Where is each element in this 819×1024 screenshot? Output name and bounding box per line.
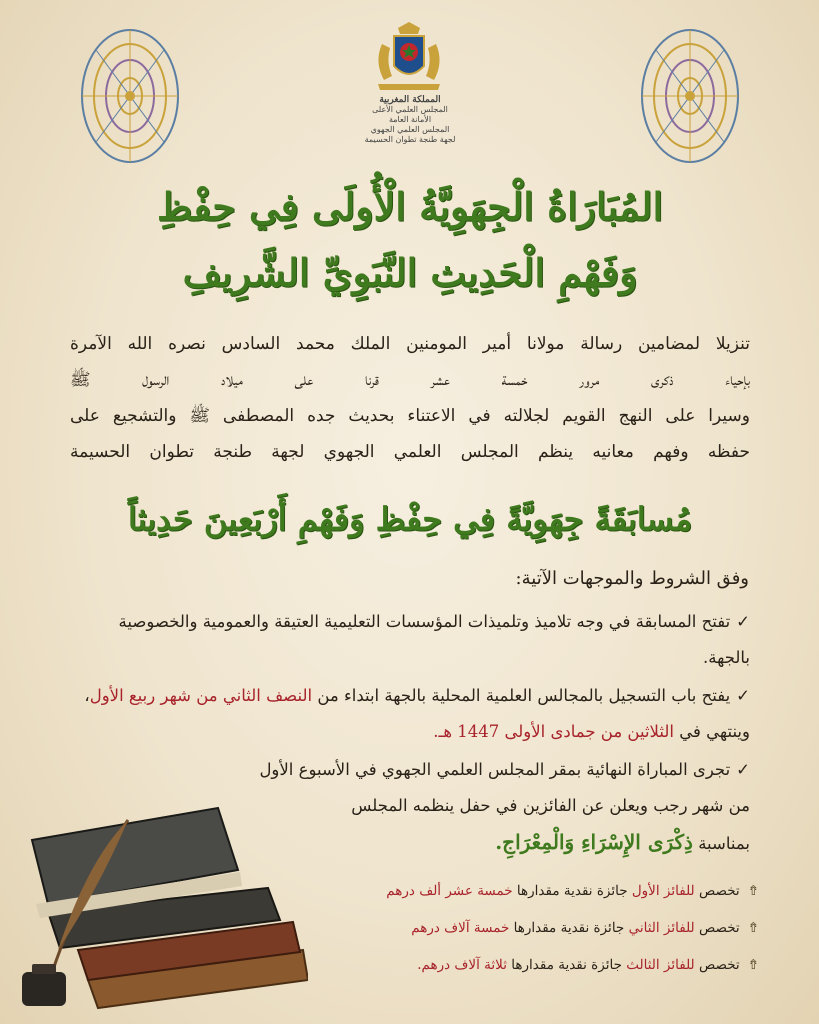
arabesque-ornament-left	[78, 26, 182, 166]
prize-item-1	[386, 883, 759, 899]
checkmark-icon: ✓	[736, 686, 750, 705]
prize-winner: للفائز الأول	[631, 883, 695, 899]
condition-text: يفتح باب التسجيل بالمجالس العلمية المحلية بالجهة ابتداء من	[317, 686, 731, 705]
competition-name: مُسابَقَةً جِهَوِيَّةً فِي حِفْظِ وَفَهْمِ أَرْبَعِينَ حَدِيثاً	[127, 500, 693, 538]
prize-amount: خمسة آلاف درهم	[411, 920, 510, 936]
condition-text: من شهر رجب ويعلن عن الفائزين في حفل ينظمه المجلس	[351, 796, 750, 815]
conditions-heading: وفق الشروط والموجهات الآتية:	[515, 568, 749, 589]
books-and-quill-illustration	[18, 800, 308, 1010]
condition-highlight: النصف الثاني من شهر ربيع الأول	[89, 686, 313, 705]
main-title-line-2: وَفَهْمِ الْحَدِيثِ النَّبَوِيِّ الشَّرِيفِ	[182, 250, 638, 295]
institution-line: المجلس العلمي الجهوي	[370, 125, 450, 134]
condition-item-1	[70, 604, 750, 676]
prize-bullet-icon: ⇮	[747, 957, 759, 973]
intro-line: حفظه وفهم معانيه ينظم المجلس العلمي الجهوي لجهة طنجة تطوان الحسيمة	[70, 442, 750, 462]
institution-line: الأمانة العامة	[388, 115, 432, 124]
intro-line: وسيرا على النهج القويم لجلالته في الاعتناء بحديث جده المصطفى ﷺ والتشجيع على	[70, 406, 750, 426]
checkmark-icon: ✓	[736, 612, 750, 631]
prize-winner: للفائز الثالث	[626, 957, 695, 973]
condition-text: ، وينتهي في	[84, 686, 750, 741]
prize-item-3	[417, 957, 759, 973]
prize-text: تخصص	[698, 883, 740, 899]
intro-line: تنزيلا لمضامين رسالة مولانا أمير المومنين الملك محمد السادس نصره الله الآمرة	[70, 334, 750, 354]
prize-winner: للفائز الثاني	[628, 920, 695, 936]
condition-text: تجرى المباراة النهائية بمقر المجلس العلمي الجهوي في الأسبوع الأول	[259, 760, 731, 779]
prize-text: جائزة نقدية مقدارها	[516, 883, 628, 899]
institution-line: المجلس العلمي الأعلى	[372, 105, 448, 114]
moroccan-coat-of-arms-icon	[368, 22, 450, 92]
institution-line: لجهة طنجة تطوان الحسيمة	[364, 135, 456, 144]
condition-item-2	[70, 678, 750, 750]
condition-highlight: الثلاثين من جمادى الأولى 1447 هـ.	[433, 722, 674, 741]
institution-header	[352, 95, 468, 145]
prize-bullet-icon: ⇮	[747, 883, 759, 899]
condition-text: تفتح المسابقة في وجه تلاميذ وتلميذات المؤسسات التعليمية العتيقة والعمومية والخصوصية بالجهة.	[118, 612, 750, 667]
prize-text: تخصص	[698, 920, 740, 936]
prize-text: جائزة نقدية مقدارها	[513, 920, 625, 936]
institution-line: المملكة المغربية	[379, 95, 441, 105]
prize-bullet-icon: ⇮	[747, 920, 759, 936]
prize-item-2	[411, 920, 759, 936]
intro-line: بإحياء ذكرى مرور خمسة عشر قرنا على ميلاد الرسول ﷺ	[70, 370, 750, 390]
condition-text: بمناسبة	[698, 834, 750, 853]
prize-amount: خمسة عشر ألف درهم	[386, 883, 513, 899]
condition-occasion: ذِكْرَى الإِسْرَاءِ وَالْمِعْرَاجِ.	[495, 830, 693, 854]
checkmark-icon: ✓	[736, 760, 750, 779]
arabesque-ornament-right	[638, 26, 742, 166]
intro-paragraph	[70, 326, 750, 470]
prize-text: جائزة نقدية مقدارها	[511, 957, 622, 973]
prize-amount: ثلاثة آلاف درهم.	[417, 957, 507, 973]
prize-text: تخصص	[698, 957, 740, 973]
main-title-line-1: المُبَارَاةُ الْجِهَوِيَّةُ الْأُولَى فِي حِفْظِ	[156, 184, 664, 229]
